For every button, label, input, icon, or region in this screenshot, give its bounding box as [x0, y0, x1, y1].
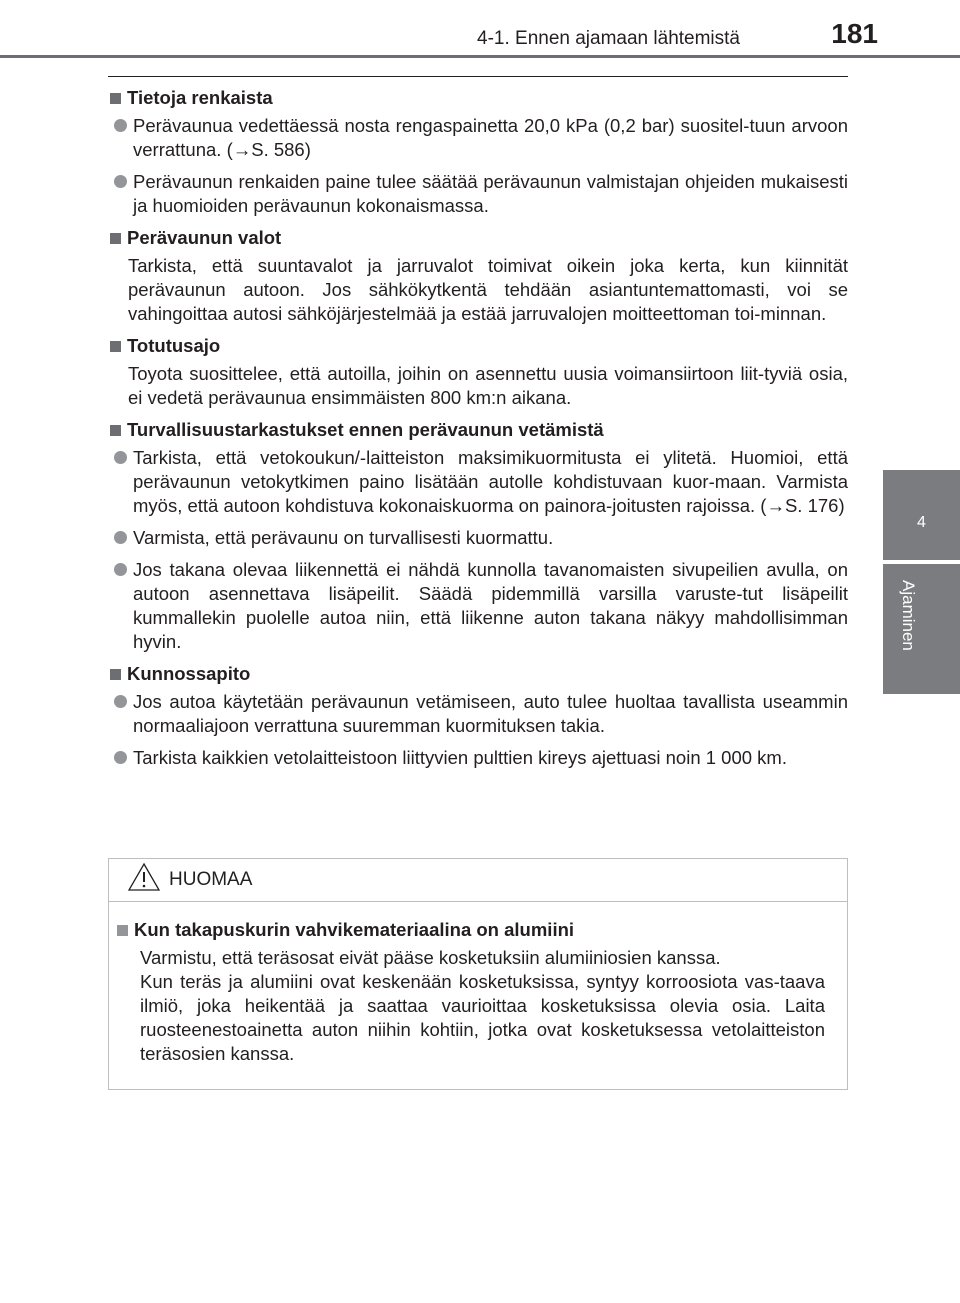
list-item: Tarkista, että vetokoukun/-laitteiston maksimikuormitusta ei ylitetä. Huomioi, että perävaunun vetokytkimen paino lisätään autolle kohdistuvaan kuor-maan. Varmista myös, että autoon kohdistuva kokonaiskuorma on painora-joitusten rajoissa. (→S. 176) — [110, 446, 848, 518]
list-item: Perävaunua vedettäessä nosta rengaspainetta 20,0 kPa (0,2 bar) suositel-tuun arvoon verrattuna. (→S. 586) — [110, 114, 848, 162]
circle-bullet-icon — [114, 563, 127, 576]
square-bullet-icon — [117, 925, 128, 936]
section-maintenance — [110, 662, 848, 770]
square-bullet-icon — [110, 93, 121, 104]
list-item: Varmista, että perävaunu on turvallisesti kuormattu. — [110, 526, 848, 550]
section-trailer-lights — [110, 226, 848, 326]
circle-bullet-icon — [114, 119, 127, 132]
header-section-title: 4-1. Ennen ajamaan lähtemistä — [477, 28, 740, 49]
main-content — [110, 86, 848, 778]
chapter-label: Ajaminen — [899, 580, 918, 651]
list-item: Jos takana olevaa liikennettä ei nähdä kunnolla tavanomaisten sivupeilien avulla, on autoon asennettava lisäpeilit. Säädä pidemmillä varsilla varuste-tut lisäpeilit kummallekin puolelle autoa niin, että liikenne auton takana näkyy mahdollisimman hyvin. — [110, 558, 848, 654]
circle-bullet-icon — [114, 451, 127, 464]
circle-bullet-icon — [114, 175, 127, 188]
header-rule — [0, 55, 960, 58]
section-title: Turvallisuustarkastukset ennen perävaunun vetämistä — [110, 418, 848, 442]
list-item: Tarkista kaikkien vetolaitteistoon liittyvien pulttien kireys ajettuasi noin 1 000 km. — [110, 746, 848, 770]
section-title: Tietoja renkaista — [110, 86, 848, 110]
chapter-tab-bottom — [883, 564, 960, 694]
section-safety-checks — [110, 418, 848, 654]
list-item: Perävaunun renkaiden paine tulee säätää perävaunun valmistajan ohjeiden mukaisesti ja huomioiden perävaunun kokonaismassa. — [110, 170, 848, 218]
chapter-number: 4 — [917, 514, 926, 531]
notice-title: Kun takapuskurin vahvikemateriaalina on alumiini — [117, 918, 825, 942]
list-item: Jos autoa käytetään perävaunun vetämiseen, auto tulee huoltaa tavallista useammin normaaliajoon verrattuna suuremman kuormituksen takia. — [110, 690, 848, 738]
section-break-in — [110, 334, 848, 410]
section-title: Kunnossapito — [110, 662, 848, 686]
section-title: Perävaunun valot — [110, 226, 848, 250]
square-bullet-icon — [110, 341, 121, 352]
section-text: Tarkista, että suuntavalot ja jarruvalot toimivat oikein joka kerta, kun kiinnität perävaunun autoon. Jos sähkökytkentä tehdään asiantuntemattomasti, voi se vahingoittaa autosi sähköjärjestelmää ja estää jarruvalojen moitteettoman toi-minnan. — [128, 255, 848, 324]
notice-line: Kun teräs ja alumiini ovat keskenään kosketuksissa, syntyy korroosiota vas-taava ilmiö, joka heikentää ja saattaa vaurioittaa kosketuksissa olevia osia. Laita ruosteenestoainetta auton niihin kohtiin, jotka ovat kosketuksessa vetolaitteiston teräsosien kanssa. — [140, 971, 825, 1064]
section-text: Toyota suosittelee, että autoilla, joihin on asennettu uusia voimansiirtoon liit-tyviä osia, ei vedetä perävaunua ensimmäisten 800 km:n aikana. — [128, 363, 848, 408]
notice-box — [108, 858, 848, 1090]
notice-heading: HUOMAA — [169, 869, 253, 890]
circle-bullet-icon — [114, 751, 127, 764]
section-title: Totutusajo — [110, 334, 848, 358]
circle-bullet-icon — [114, 531, 127, 544]
section-tire-info — [110, 86, 848, 218]
notice-body — [109, 902, 847, 1066]
page-number: 181 — [831, 18, 878, 49]
notice-header — [109, 859, 847, 902]
notice-line: Varmistu, että teräsosat eivät pääse kosketuksiin alumiiniosien kanssa. — [140, 947, 721, 968]
content-rule — [108, 76, 848, 77]
square-bullet-icon — [110, 425, 121, 436]
square-bullet-icon — [110, 669, 121, 680]
square-bullet-icon — [110, 233, 121, 244]
warning-triangle-icon — [127, 862, 161, 898]
circle-bullet-icon — [114, 695, 127, 708]
